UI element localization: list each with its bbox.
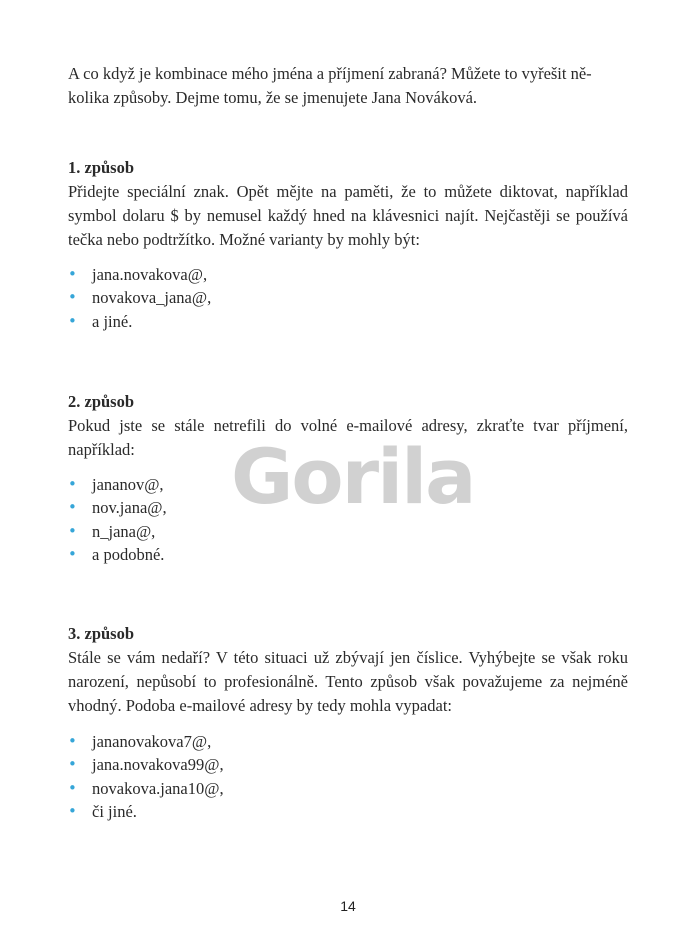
section-3-list [68, 730, 224, 823]
list-item: • novakova_jana@, [68, 286, 211, 309]
section-1-heading: 1. způsob [68, 158, 135, 177]
list-item: • jana.novakova99@, [68, 753, 224, 776]
intro-paragraph [68, 62, 628, 110]
list-item: • a podobné. [68, 543, 167, 566]
section-3-heading: 3. způsob [68, 624, 135, 643]
bullet-dot-icon: • [68, 475, 77, 493]
section-1-list [68, 263, 211, 333]
bullet-dot-icon: • [68, 801, 77, 820]
section-3-text: Stále se vám nedaří? V této situaci už zbývají jen číslice. Vyhýbejte se však roku narození, nepůsobí to profesionálně. Tento způsob však považujeme za nejméně vhodný. Podoba e-mailové adresy by tedy mohla vypadat: [68, 648, 628, 715]
bullet-dot-icon: • [68, 265, 77, 283]
list-item: • či jiné. [68, 800, 224, 823]
section-1-text: Přidejte speciální znak. Opět mějte na paměti, že to můžete diktovat, například symbol dolaru $ by nemusel každý hned na klávesnici najít. Nejčastěji se používá tečka nebo podtržítko. Možné varianty by mohly být: [68, 182, 628, 249]
bullet-dot-icon: • [68, 288, 77, 307]
page-number: 14 [340, 898, 356, 914]
bullet-dot-icon: • [68, 732, 77, 750]
list-item: • jananov@, [68, 473, 167, 496]
bullet-dot-icon: • [68, 311, 77, 330]
bullet-dot-icon: • [68, 778, 77, 797]
bullet-dot-icon: • [68, 498, 77, 517]
list-item: • n_jana@, [68, 520, 167, 543]
section-2-heading: 2. způsob [68, 392, 135, 411]
intro-line-2: kolika způsoby. Dejme tomu, že se jmenujete Jana Nováková. [68, 88, 478, 107]
list-item: • nov.jana@, [68, 496, 167, 519]
list-item: • novakova.jana10@, [68, 777, 224, 800]
list-item: • jananovakova7@, [68, 730, 224, 753]
list-item: • jana.novakova@, [68, 263, 211, 286]
bullet-dot-icon: • [68, 521, 77, 540]
section-2-list [68, 473, 167, 566]
intro-line-1: A co když je kombinace mého jména a příjmení zabraná? Můžete to vyřešit ně- [68, 64, 592, 83]
list-item: • a jiné. [68, 310, 211, 333]
bullet-dot-icon: • [68, 755, 77, 774]
watermark-logo: Gorila [231, 432, 475, 521]
bullet-dot-icon: • [68, 544, 77, 563]
section-2-text: Pokud jste se stále netrefili do volné e-mailové adresy, zkraťte tvar příjmení, například: [68, 416, 628, 459]
